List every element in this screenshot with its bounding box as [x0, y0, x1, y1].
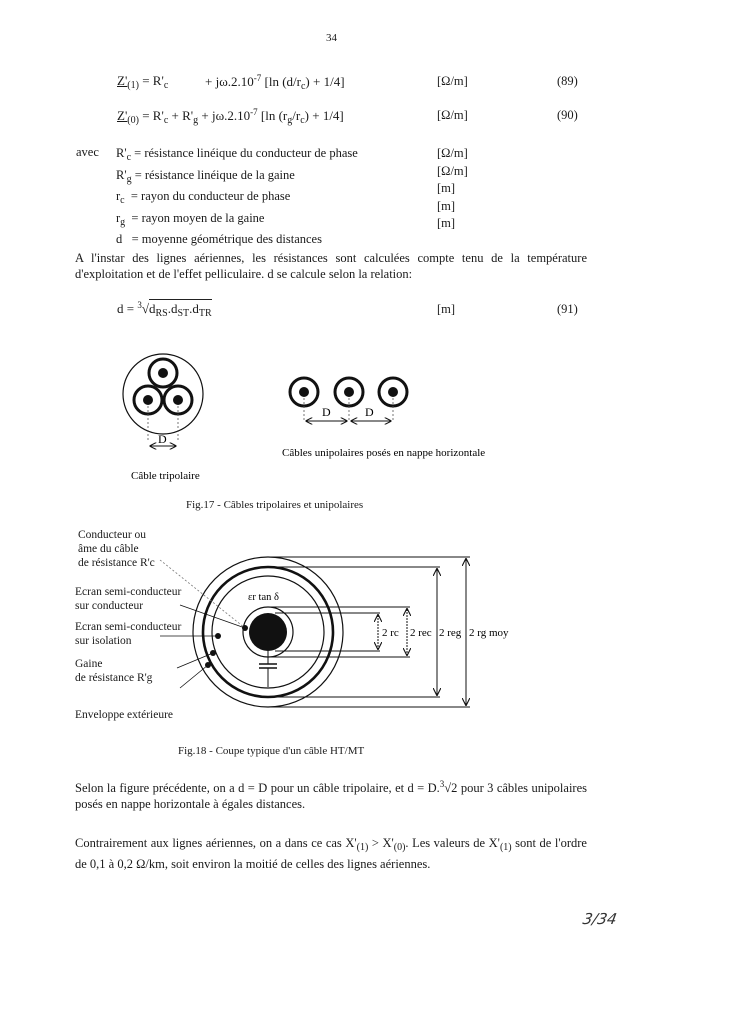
p3-sub-1: (1) [356, 842, 369, 853]
eq91-term: .d [167, 301, 178, 316]
def-unit: [m] [437, 181, 456, 195]
def-unit: [m] [437, 198, 456, 213]
p2-part-b: √2 pour 3 câbles unipolaires posés en nappe horizontale à égales distances. [75, 781, 588, 811]
eq90-rhs-b: [ln (r [257, 108, 288, 123]
eq89-lhs: Z' [117, 73, 128, 88]
p3-part-a: Contrairement aux lignes aériennes, on a dans ce cas X' [75, 836, 357, 850]
unipolar-cables-icon [290, 378, 407, 422]
paragraph-distance [75, 776, 587, 812]
equation-91 [117, 300, 212, 319]
eq91-sub: TR [198, 308, 212, 319]
definitions-intro: avec [76, 145, 99, 159]
def-sub: g [126, 173, 132, 185]
dim-2rgmoy: 2 rg moy [469, 627, 509, 639]
def-symbol: r [116, 189, 121, 203]
eq91-term: d [148, 301, 156, 316]
p3-sub-3: (1) [499, 842, 512, 853]
label-line: Ecran semi-conducteur [75, 621, 182, 633]
definition-item [116, 210, 358, 232]
insulation-label: εr tan δ [248, 592, 279, 603]
eq91-number: (91) [557, 302, 578, 316]
figure-18 [0, 540, 739, 730]
label-line: sur conducteur [75, 600, 144, 612]
def-unit: [Ω/m] [437, 146, 468, 160]
def-desc: = résistance linéique du conducteur de phase [131, 146, 358, 160]
equation-89-rhs [205, 73, 345, 92]
fig18-caption: Fig.18 - Coupe typique d'un câble HT/MT [178, 745, 365, 757]
eq90-unit: [Ω/m] [437, 108, 468, 122]
p3-part-c: . Les valeurs de X' [405, 836, 500, 850]
label-line: de résistance R'c [78, 557, 155, 569]
def-desc: = résistance linéique de la gaine [131, 167, 295, 182]
definition-item [116, 231, 358, 249]
label-line: sur isolation [75, 635, 132, 647]
p2-part-a: Selon la figure précédente, on a d = D pour un câble tripolaire, et d = D. [75, 781, 440, 795]
p3-sub-2: (0) [393, 842, 406, 853]
p3-part-d: sont de l'ordre de 0,1 à 0,2 Ω/km, soit environ la moitié de celles des lignes aériennes. [75, 836, 587, 871]
def-symbol: R' [116, 146, 127, 160]
eq90-lhs: Z' [117, 108, 128, 123]
definitions-units [437, 145, 468, 233]
eq90-rg-sub: g [193, 115, 199, 126]
paragraph-resistances: A l'instar des lignes aériennes, les résistances sont calculées compte tenu de la température d'exploitation et de l'effet pelliculaire. d se calcule selon la relation: [75, 251, 587, 281]
handwritten-page-number: 3/34 [581, 910, 619, 928]
eq90-rhs-sub2: c [300, 115, 305, 126]
def-sub: g [120, 216, 126, 228]
paragraph-reactance [75, 835, 587, 872]
def-symbol: R' [116, 167, 127, 182]
def-sub: c [120, 195, 125, 206]
definition-item [116, 167, 358, 189]
eq90-equals: = R' [138, 108, 164, 123]
eq91-lhs: d = [117, 301, 138, 316]
label-line: Gaine [75, 658, 103, 670]
eq90-exp: -7 [250, 107, 258, 117]
eq90-rc-sub: c [163, 115, 169, 126]
unipolar-dim-label-1: D [322, 405, 331, 419]
fig17-caption: Fig.17 - Câbles tripolaires et unipolaires [186, 499, 364, 511]
eq89-rhs-sub: c [300, 81, 306, 92]
eq89-lhs-sub: (1) [127, 80, 139, 91]
definition-item [116, 188, 358, 210]
def-symbol: d [116, 232, 123, 246]
eq91-unit: [m] [437, 302, 456, 316]
eq91-radicand [148, 299, 212, 319]
eq91-root-index: 3 [137, 300, 142, 310]
eq90-rhs-a: + jω.2.10 [198, 108, 251, 123]
label-line: âme du câble [78, 543, 139, 555]
equation-89 [117, 73, 168, 91]
eq90-lhs-sub: (0) [127, 115, 139, 126]
eq90-rhs-mid: /r [292, 108, 301, 123]
dim-2reg: 2 reg [439, 627, 462, 639]
dim-2rec: 2 rec [410, 627, 432, 639]
label-enveloppe: Enveloppe extérieure [75, 709, 174, 721]
eq91-sub: RS [155, 308, 168, 319]
def-unit: [m] [437, 216, 456, 230]
definition-item [116, 145, 358, 167]
eq89-rhs-a: + jω.2.10 [205, 74, 254, 89]
eq89-number: (89) [557, 74, 578, 88]
equation-90 [117, 107, 344, 126]
p2-root-index: 3 [439, 779, 445, 789]
unipolar-dim-label-2: D [365, 405, 374, 419]
dim-2rc: 2 rc [382, 627, 399, 639]
definitions-list [116, 145, 358, 249]
eq90-rg: + R' [168, 108, 194, 123]
unipolar-caption: Câbles unipolaires posés en nappe horizontale [282, 447, 486, 459]
eq90-rhs-c: ) + 1/4] [304, 108, 344, 123]
def-desc: = moyenne géométrique des distances [122, 232, 322, 246]
label-line: de résistance R'g [75, 672, 153, 684]
eq89-equals: = R' [138, 73, 164, 88]
eq89-rhs-c: ) + 1/4] [305, 74, 345, 89]
eq90-rhs-sub1: g [287, 115, 293, 126]
def-desc: = rayon du conducteur de phase [124, 189, 291, 203]
eq91-term: .d [189, 301, 199, 316]
eq90-number: (90) [557, 108, 578, 122]
def-unit: [Ω/m] [437, 163, 468, 178]
eq89-unit: [Ω/m] [437, 74, 468, 88]
def-desc: = rayon moyen de la gaine [125, 210, 265, 225]
eq89-rhs-b: [ln (d/r [261, 74, 301, 89]
tripolar-dim-label: D [158, 432, 167, 446]
eq89-rc-sub: c [163, 80, 169, 91]
def-sub: c [126, 152, 132, 163]
eq91-sub: ST [177, 308, 190, 319]
figure-17 [0, 340, 739, 490]
page-number: 34 [326, 32, 337, 44]
label-line: Conducteur ou [78, 529, 147, 541]
p3-part-b: > X' [368, 836, 394, 850]
eq89-exp: -7 [253, 73, 262, 83]
label-line: Ecran semi-conducteur [75, 586, 182, 598]
eq91-radical: √ [141, 301, 149, 316]
tripolar-caption: Câble tripolaire [131, 470, 200, 482]
def-symbol: r [116, 210, 121, 225]
